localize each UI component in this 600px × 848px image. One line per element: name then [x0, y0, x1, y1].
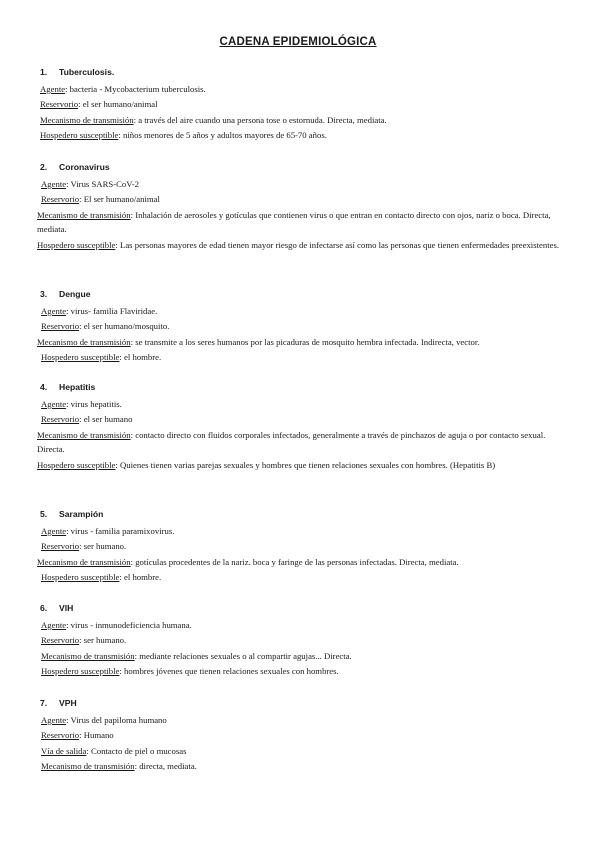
section-sarampion	[37, 508, 570, 586]
hospedero-label: Hospedero susceptible	[41, 572, 120, 583]
mecanismo-line	[40, 649, 570, 664]
hospedero-label: Hospedero susceptible	[41, 666, 120, 677]
section-heading	[40, 602, 570, 615]
mecanismo-label: Mecanismo de transmisión	[40, 114, 134, 125]
reservorio-label: Reservorio	[41, 730, 80, 741]
agente-line	[40, 397, 570, 412]
section-number: 7.	[40, 698, 48, 708]
via-salida-label: Vía de salida	[41, 745, 87, 756]
section-heading	[40, 161, 570, 174]
section-number: 3.	[40, 289, 48, 299]
agente-value: : virus hepatitis.	[66, 399, 122, 409]
mecanismo-line	[40, 759, 570, 774]
agente-value: : bacteria - Mycobacterium tuberculosis.	[65, 84, 206, 94]
section-dengue	[37, 288, 570, 366]
hospedero-value: : Las personas mayores de edad tienen mayor riesgo de infectarse así como las personas que tienen enfermedades preexistentes.	[115, 240, 560, 251]
mecanismo-label: Mecanismo de transmisión	[37, 209, 131, 220]
hospedero-value: : el hombre.	[119, 572, 162, 583]
section-number: 2.	[40, 162, 48, 172]
hospedero-label: Hospedero susceptible	[40, 130, 119, 141]
reservorio-line	[40, 728, 570, 743]
via-salida-value: : Contacto de piel o mucosas	[86, 745, 187, 756]
mecanismo-value: : Inhalación de aerosoles y gotículas que contienen virus o que entran en contacto directo con ojos, nariz o boca. Directa, mediata.	[37, 209, 551, 235]
mecanismo-value: : gotículas procedentes de la nariz. boca y faringe de las personas infectadas. Directa, mediata.	[130, 556, 459, 567]
section-vph	[40, 697, 570, 775]
mecanismo-value: : a través del aire cuando una persona tose o estornuda. Directa, mediata.	[133, 114, 387, 125]
mecanismo-label: Mecanismo de transmisión	[37, 336, 131, 347]
agente-label: Agente	[40, 84, 66, 94]
mecanismo-line	[40, 113, 570, 128]
reservorio-line	[40, 412, 570, 427]
agente-value: : virus- familia Flaviridae.	[66, 306, 158, 316]
mecanismo-line	[37, 555, 570, 570]
agente-line	[40, 177, 570, 192]
section-name: Hepatitis	[59, 382, 96, 392]
reservorio-label: Reservorio	[40, 99, 79, 110]
agente-label: Agente	[41, 620, 67, 630]
mecanismo-value: : contacto directo con fluidos corporales infectados, generalmente a través de pinchazos de aguja o por contacto sexual. Directa.	[37, 429, 546, 455]
section-heading	[40, 66, 570, 79]
section-name: Tuberculosis.	[59, 67, 115, 77]
agente-label: Agente	[41, 399, 67, 409]
section-name: VIH	[59, 603, 74, 613]
section-vih	[40, 602, 570, 680]
section-name: VPH	[59, 698, 77, 708]
reservorio-value: : Humano	[79, 730, 114, 741]
agente-label: Agente	[41, 306, 67, 316]
section-name: Dengue	[59, 289, 91, 299]
hospedero-line	[40, 664, 570, 679]
hospedero-value: : Quienes tienen varias parejas sexuales y hombres que tienen relaciones sexuales con hombres. (Hepatitis B)	[115, 460, 496, 471]
reservorio-label: Reservorio	[41, 635, 80, 646]
reservorio-value: : el ser humano/animal	[78, 99, 158, 110]
section-hepatitis	[37, 381, 570, 472]
agente-value: : Virus del papiloma humano	[66, 715, 167, 725]
agente-value: : virus - inmunodeficiencia humana.	[66, 620, 192, 630]
page-title: CADENA EPIDEMIOLÓGICA	[219, 36, 377, 48]
mecanismo-value: : mediante relaciones sexuales o al compartir agujas... Directa.	[134, 650, 352, 661]
hospedero-label: Hospedero susceptible	[37, 460, 116, 471]
mecanismo-value: : se transmite a los seres humanos por las picaduras de mosquito hembra infectada. Indirecta, vector.	[130, 336, 480, 347]
section-heading	[40, 381, 570, 394]
section-coronavirus	[37, 161, 570, 252]
hospedero-line	[40, 128, 570, 143]
section-number: 5.	[40, 509, 48, 519]
section-number: 4.	[40, 382, 48, 392]
hospedero-line	[40, 570, 570, 585]
agente-line	[40, 82, 570, 97]
reservorio-line	[40, 539, 570, 554]
agente-value: : virus - familia paramixovirus.	[66, 526, 175, 536]
mecanismo-label: Mecanismo de transmisión	[41, 761, 135, 772]
reservorio-value: : ser humano.	[79, 541, 127, 552]
reservorio-value: : el ser humano	[79, 414, 133, 425]
mecanismo-line	[37, 208, 570, 236]
agente-label: Agente	[41, 715, 67, 725]
via-salida-line	[40, 744, 570, 759]
section-heading	[40, 697, 570, 710]
agente-line	[40, 304, 570, 319]
section-name: Coronavirus	[59, 162, 110, 172]
agente-line	[40, 618, 570, 633]
section-tuberculosis	[40, 66, 570, 144]
section-number: 6.	[40, 603, 48, 613]
hospedero-label: Hospedero susceptible	[41, 352, 120, 363]
reservorio-line	[40, 633, 570, 648]
reservorio-line	[40, 97, 570, 112]
hospedero-value: : el hombre.	[119, 352, 162, 363]
section-heading	[40, 288, 570, 301]
hospedero-line	[40, 350, 570, 365]
mecanismo-value: : directa, mediata.	[134, 761, 197, 772]
section-number: 1.	[40, 67, 48, 77]
hospedero-line	[37, 238, 570, 252]
reservorio-label: Reservorio	[41, 541, 80, 552]
reservorio-value: : ser humano.	[79, 635, 127, 646]
section-name: Sarampión	[59, 509, 104, 519]
agente-line	[40, 524, 570, 539]
mecanismo-label: Mecanismo de transmisión	[37, 556, 131, 567]
reservorio-label: Reservorio	[41, 194, 80, 205]
reservorio-value: : el ser humano/mosquito.	[79, 321, 170, 332]
hospedero-line	[37, 458, 570, 472]
hospedero-value: : hombres jóvenes que tienen relaciones sexuales con hombres.	[119, 666, 339, 677]
reservorio-label: Reservorio	[41, 414, 80, 425]
agente-label: Agente	[41, 526, 67, 536]
reservorio-line	[40, 319, 570, 334]
mecanismo-label: Mecanismo de transmisión	[41, 650, 135, 661]
section-heading	[40, 508, 570, 521]
mecanismo-line	[37, 335, 570, 350]
hospedero-label: Hospedero susceptible	[37, 240, 116, 251]
agente-label: Agente	[41, 179, 67, 189]
reservorio-value: : El ser humano/animal	[79, 194, 160, 205]
agente-line	[40, 713, 570, 728]
hospedero-value: : niños menores de 5 años y adultos mayores de 65-70 años.	[118, 130, 327, 141]
agente-value: : Virus SARS-CoV-2	[66, 179, 139, 189]
reservorio-line	[40, 192, 570, 207]
reservorio-label: Reservorio	[41, 321, 80, 332]
mecanismo-label: Mecanismo de transmisión	[37, 429, 131, 440]
mecanismo-line	[37, 428, 570, 456]
